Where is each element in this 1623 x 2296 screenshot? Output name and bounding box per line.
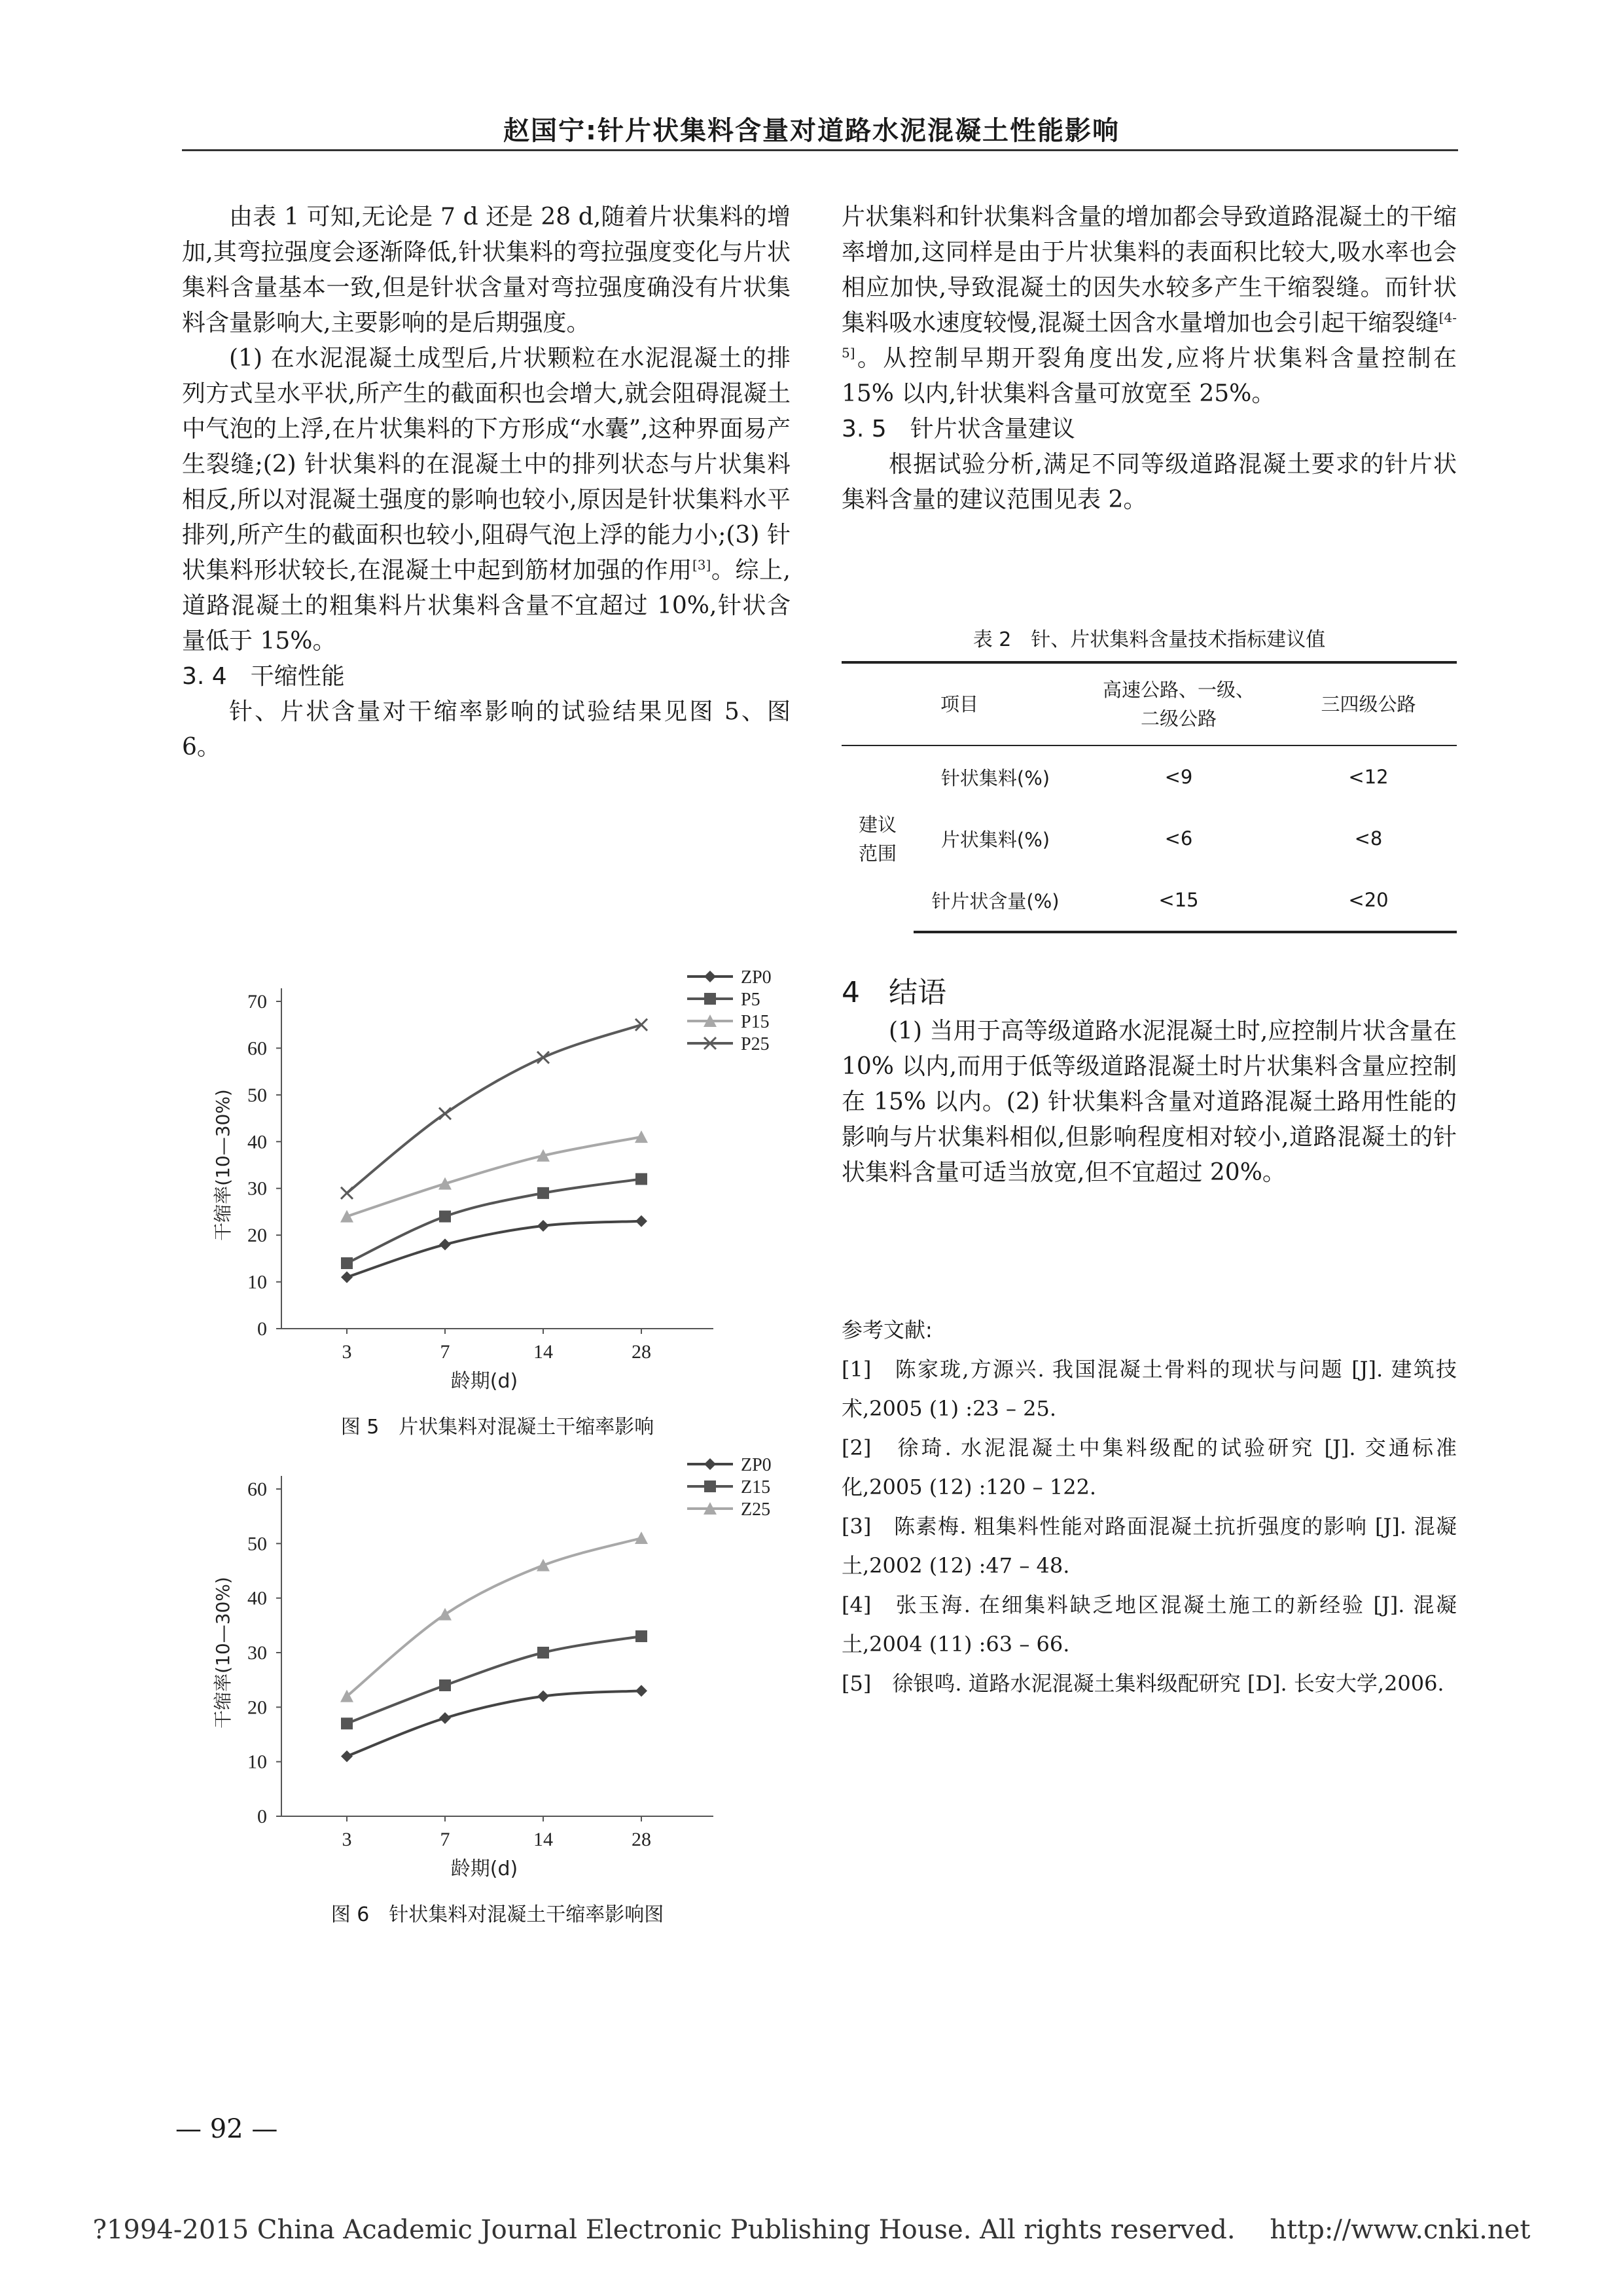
legend-label: ZP0 bbox=[741, 967, 772, 988]
data-point bbox=[439, 1679, 451, 1691]
x-axis-label: 龄期(d) bbox=[450, 1857, 518, 1880]
legend-entry bbox=[687, 967, 772, 988]
series-Z15 bbox=[341, 1630, 647, 1729]
data-point bbox=[341, 1187, 353, 1199]
figure-6-caption: 图 6 针状集料对混凝土干缩率影响图 bbox=[330, 1903, 664, 1926]
x-axis-label: 龄期(d) bbox=[450, 1370, 518, 1393]
series-Z25 bbox=[340, 1532, 648, 1702]
series-P25 bbox=[341, 1019, 647, 1199]
reference-item: [2] 徐琦. 水泥混凝土中集料级配的试验研究 [J]. 交通标准化,2005 (12) :120 – 122. bbox=[842, 1435, 1457, 1499]
x-tick-label: 14 bbox=[533, 1341, 553, 1363]
data-point bbox=[341, 1717, 353, 1729]
page-number: — 92 — bbox=[175, 2114, 278, 2144]
y-tick-label: 60 bbox=[247, 1479, 267, 1500]
group-label: 建议范围 bbox=[858, 814, 897, 865]
cell: <6 bbox=[1164, 827, 1193, 850]
citation: [4-5] bbox=[842, 310, 1457, 361]
spec-table bbox=[842, 661, 1457, 933]
paragraph: (1) 当用于高等级道路水泥混凝土时,应控制片状含量在 10% 以内,而用于低等级道路混凝土时片状集料含量应控制在 15% 以内。(2) 针状集料含量对道路混凝土路用性能的影响与片状集料相似,但影响程度相对较小,道路混凝土的针状集料含量可适当放宽,但不宜超过 20%。 bbox=[842, 1018, 1457, 1186]
legend-entry bbox=[687, 1455, 772, 1475]
copyright-footer: ?1994-2015 China Academic Journal Electronic Publishing House. All rights reserved. http://www.cnki.net bbox=[92, 2215, 1531, 2245]
paragraph: 针、片状含量对干缩率影响的试验结果见图 5、图 6。 bbox=[182, 698, 791, 761]
references-heading: 参考文献: bbox=[842, 1318, 933, 1342]
reference-item: [4] 张玉海. 在细集料缺乏地区混凝土施工的新经验 [J]. 混凝土,2004 (11) :63 – 66. bbox=[842, 1592, 1457, 1657]
y-tick-label: 60 bbox=[247, 1037, 267, 1060]
x-tick-label: 3 bbox=[342, 1829, 352, 1850]
y-tick-label: 0 bbox=[257, 1318, 267, 1340]
data-point bbox=[439, 1238, 451, 1250]
table-row bbox=[842, 745, 1457, 808]
figure-6-chart bbox=[190, 1450, 805, 1882]
data-point bbox=[439, 1107, 451, 1119]
data-point bbox=[439, 1211, 451, 1223]
data-point bbox=[537, 1187, 549, 1199]
running-header: 赵国宁:针片状集料含量对道路水泥混凝土性能影响 bbox=[503, 116, 1120, 146]
data-point bbox=[537, 1220, 549, 1232]
y-tick-label: 0 bbox=[257, 1806, 267, 1827]
x-tick-label: 7 bbox=[440, 1341, 450, 1363]
data-point bbox=[537, 1691, 549, 1702]
legend-entry bbox=[687, 1477, 770, 1498]
data-point bbox=[341, 1271, 353, 1283]
header-col-b: 三四级公路 bbox=[1280, 662, 1457, 745]
references bbox=[842, 1310, 1457, 1703]
y-tick-label: 50 bbox=[247, 1533, 267, 1555]
data-point bbox=[635, 1630, 647, 1642]
reference-item: [3] 陈素梅. 粗集料性能对路面混凝土抗折强度的影响 [J]. 混凝土,2002 (12) :47 – 48. bbox=[842, 1514, 1457, 1578]
section-heading: 3. 5 针片状含量建议 bbox=[842, 416, 1075, 442]
legend-entry bbox=[687, 1499, 770, 1520]
y-axis-label: 干缩率(10—30%) bbox=[212, 1577, 234, 1729]
header-col-a: 高速公路、一级、二级公路 bbox=[1077, 662, 1280, 745]
y-tick-label: 40 bbox=[247, 1587, 267, 1609]
cell: <12 bbox=[1348, 766, 1389, 788]
y-tick-label: 10 bbox=[247, 1271, 267, 1293]
legend-label: P15 bbox=[741, 1012, 770, 1032]
legend-entry bbox=[687, 1012, 770, 1032]
legend-entry bbox=[687, 990, 760, 1010]
data-point bbox=[635, 1215, 647, 1227]
data-point bbox=[635, 1173, 647, 1185]
x-tick-label: 14 bbox=[533, 1829, 553, 1850]
paragraph: 片状集料和针状集料含量的增加都会导致道路混凝土的干缩率增加,这同样是由于片状集料的表面积比较大,吸水率也会相应加快,导致混凝土的因失水较多产生干缩裂缝。而针状集料吸水速度较慢,混凝土因含水量增加也会引起干缩裂缝[4-5]。从控制早期开裂角度出发,应将片状集料含量控制在 15% 以内,针状集料含量可放宽至 25%。 bbox=[842, 204, 1457, 407]
data-point bbox=[537, 1647, 549, 1659]
series-ZP0 bbox=[341, 1215, 647, 1283]
legend-label: P5 bbox=[741, 990, 760, 1010]
data-point bbox=[439, 1712, 451, 1724]
conclusion-section bbox=[842, 972, 1457, 1191]
right-column bbox=[842, 200, 1457, 518]
header-rule bbox=[182, 149, 1458, 151]
section-heading: 4 结语 bbox=[842, 976, 946, 1009]
data-point bbox=[635, 1532, 648, 1544]
y-tick-label: 70 bbox=[247, 991, 267, 1013]
axes bbox=[247, 1476, 713, 1850]
reference-item: [1] 陈家珑,方源兴. 我国混凝土骨料的现状与问题 [J]. 建筑技术,2005 (1) :23 – 25. bbox=[842, 1357, 1457, 1421]
series-P15 bbox=[340, 1130, 648, 1222]
series-line bbox=[347, 1691, 641, 1756]
data-point bbox=[438, 1608, 452, 1621]
figure-5-chart bbox=[190, 962, 805, 1394]
table-row bbox=[842, 869, 1457, 932]
section-heading: 3. 4 干缩性能 bbox=[182, 663, 345, 690]
cell: <15 bbox=[1077, 869, 1280, 932]
row-name: 片状集料(%) bbox=[940, 828, 1050, 851]
x-tick-label: 28 bbox=[632, 1341, 651, 1363]
left-column bbox=[182, 200, 791, 765]
data-point bbox=[537, 1052, 549, 1064]
reference-item: [5] 徐银鸣. 道路水泥混凝土集料级配研究 [D]. 长安大学,2006. bbox=[842, 1671, 1444, 1696]
y-axis-label: 干缩率(10—30%) bbox=[212, 1089, 234, 1241]
cell: <20 bbox=[1280, 869, 1457, 932]
series-line bbox=[347, 1636, 641, 1723]
paragraph: (1) 在水泥混凝土成型后,片状颗粒在水泥混凝土的排列方式呈水平状,所产生的截面积也会增大,就会阻碍混凝土中气泡的上浮,在片状集料的下方形成“水囊”,这种界面易产生裂缝;(2) 针状集料的在混凝土中的排列状态与片状集料相反,所以对混凝土强度的影响也较小,原因是针状集料水平排列,所产生的截面积也较小,阻碍气泡上浮的能力小;(3) 针状集料形状较长,在混凝土中起到筋材加强的作用[3]。综上,道路混凝土的粗集料片状集料含量不宜超过 10%,针状含量低于 15%。 bbox=[182, 345, 791, 655]
cell: <8 bbox=[1354, 827, 1383, 850]
x-tick-label: 3 bbox=[342, 1341, 352, 1363]
table-row bbox=[842, 808, 1457, 869]
series-ZP0 bbox=[341, 1685, 647, 1762]
paragraph: 根据试验分析,满足不同等级道路混凝土要求的针片状集料含量的建议范围见表 2。 bbox=[842, 451, 1457, 513]
y-tick-label: 30 bbox=[247, 1177, 267, 1200]
series-line bbox=[347, 1137, 641, 1216]
series-line bbox=[347, 1538, 641, 1696]
legend bbox=[687, 967, 772, 1054]
y-tick-label: 20 bbox=[247, 1696, 267, 1719]
series-line bbox=[347, 1221, 641, 1278]
citation: [3] bbox=[692, 557, 711, 573]
table-header-row bbox=[842, 662, 1457, 745]
table-caption: 表 2 针、片状集料含量技术指标建议值 bbox=[972, 628, 1326, 651]
row-name: 针片状含量(%) bbox=[914, 869, 1077, 932]
data-point bbox=[341, 1750, 353, 1762]
row-name: 针状集料(%) bbox=[940, 766, 1050, 789]
header-item: 项目 bbox=[842, 662, 1077, 745]
y-tick-label: 20 bbox=[247, 1225, 267, 1247]
figure-5-caption: 图 5 片状集料对混凝土干缩率影响 bbox=[340, 1416, 654, 1439]
legend-entry bbox=[687, 1034, 770, 1054]
data-point bbox=[635, 1685, 647, 1696]
legend-label: Z25 bbox=[741, 1499, 771, 1520]
data-point bbox=[341, 1257, 353, 1269]
y-tick-label: 50 bbox=[247, 1084, 267, 1106]
y-tick-label: 10 bbox=[247, 1751, 267, 1773]
paragraph: 由表 1 可知,无论是 7 d 还是 28 d,随着片状集料的增加,其弯拉强度会逐渐降低,针状集料的弯拉强度变化与片状集料含量基本一致,但是针状含量对弯拉强度确没有片状集料含量影响大,主要影响的是后期强度。 bbox=[182, 204, 791, 336]
y-tick-label: 40 bbox=[247, 1131, 267, 1153]
legend-label: Z15 bbox=[741, 1477, 771, 1498]
legend bbox=[687, 1455, 772, 1520]
legend-label: ZP0 bbox=[741, 1455, 772, 1475]
y-tick-label: 30 bbox=[247, 1642, 267, 1664]
x-tick-label: 28 bbox=[632, 1829, 651, 1850]
x-tick-label: 7 bbox=[440, 1829, 450, 1850]
legend-label: P25 bbox=[741, 1034, 770, 1054]
cell: <9 bbox=[1164, 766, 1193, 788]
